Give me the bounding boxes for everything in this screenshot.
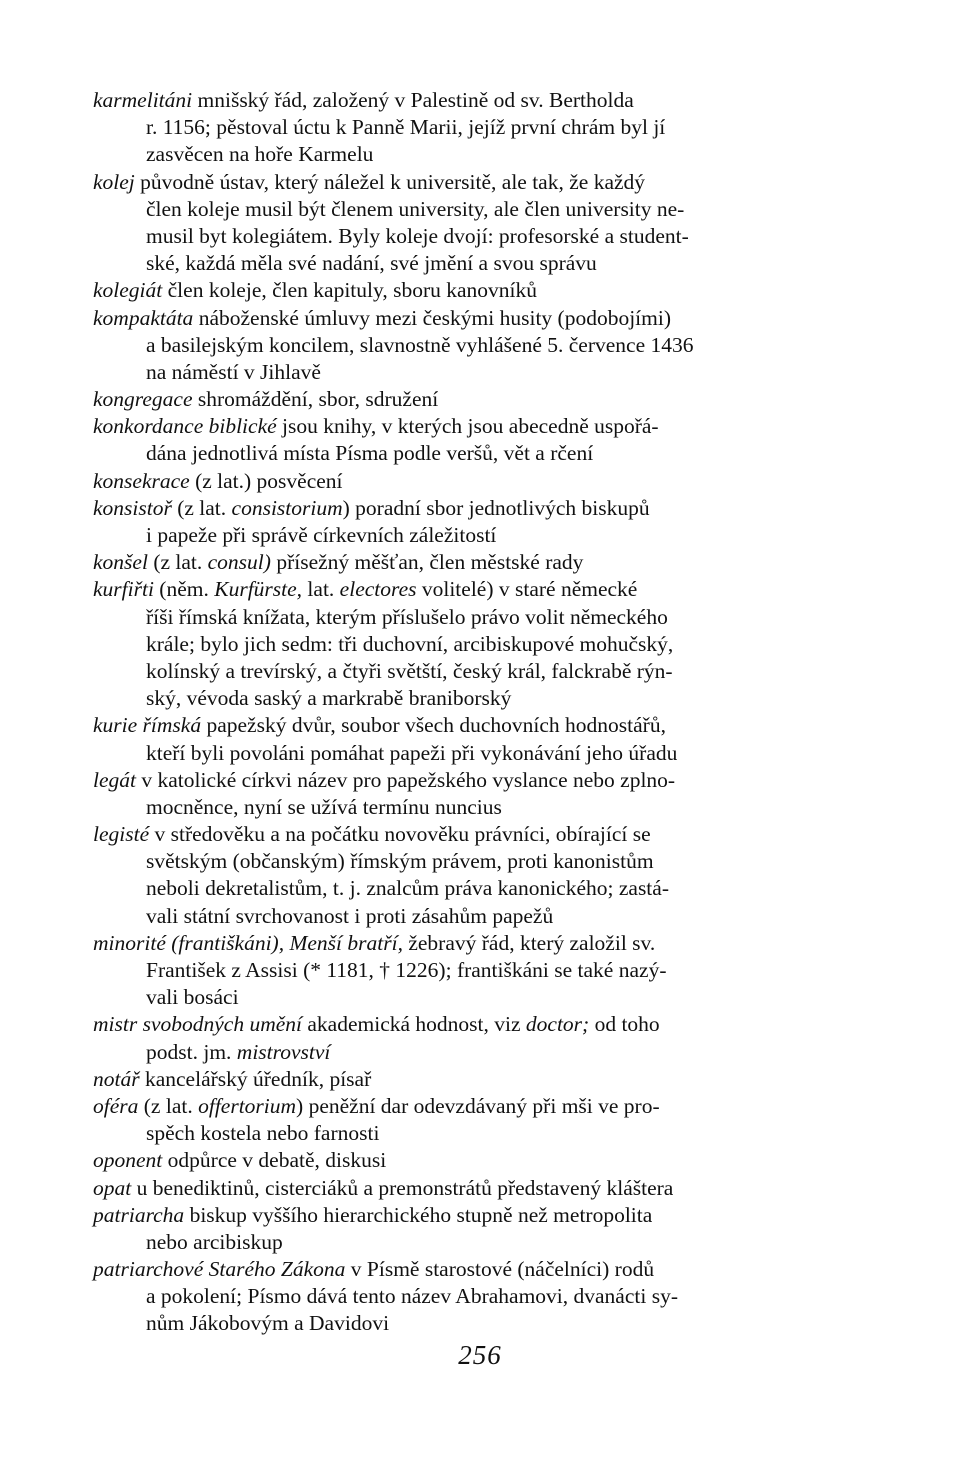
entry-continuation-line (0, 1039, 960, 1066)
glossary-entry (0, 169, 960, 278)
definition-text: i papeže při správě církevních záležitostí (146, 523, 497, 547)
glossary-entry (0, 1011, 960, 1065)
entry-first-line (0, 87, 960, 114)
entry-first-line (0, 1202, 960, 1229)
entry-first-line (0, 169, 960, 196)
entry-term: oponent (93, 1148, 163, 1173)
entry-term: minorité (františkáni), Menší bratří, (93, 930, 403, 955)
definition-text: shromáždění, sbor, sdružení (192, 387, 439, 412)
definition-text: na náměstí v Jihlavě (146, 359, 321, 384)
entry-term: karmelitáni (93, 88, 193, 112)
definition-text: kolínský a trevírský, a čtyři světští, český král, falckrabě rýn- (146, 658, 673, 683)
definition-text: krále; bylo jich sedm: tři duchovní, arcibiskupové mohučský, (146, 631, 674, 656)
entry-term: kompaktáta (93, 305, 194, 330)
definition-text: (z lat. (171, 495, 232, 520)
entry-continuation-line (0, 848, 960, 875)
entry-continuation-line (0, 440, 960, 467)
definition-text: člen koleje musil být členem university, ale člen university ne- (146, 196, 685, 221)
entry-first-line (0, 1011, 960, 1038)
entry-first-line (0, 305, 960, 332)
definition-text: (z lat. (138, 1093, 199, 1118)
definition-text: původně ústav, který náležel k universitě, ale tak, že každý (134, 169, 646, 194)
definition-text: neboli dekretalistům, t. j. znalcům práva kanonického; zastá- (146, 876, 669, 901)
glossary-entry (0, 495, 960, 549)
definition-text: papežský dvůr, soubor všech duchovních hodnostářů, (201, 713, 666, 738)
entry-continuation-line (0, 223, 960, 250)
entry-continuation-line (0, 631, 960, 658)
definition-text: kancelářský úředník, písař (139, 1066, 372, 1091)
entry-first-line (0, 1147, 960, 1174)
entry-first-line (0, 767, 960, 794)
definition-text: mocněnce, nyní se užívá termínu nuncius (146, 794, 502, 819)
entry-term: konsekrace (93, 468, 190, 493)
entry-first-line (0, 576, 960, 603)
entry-continuation-line (0, 1283, 960, 1310)
entry-continuation-line (0, 794, 960, 821)
glossary-entry (0, 413, 960, 467)
definition-text: akademická hodnost, viz (302, 1012, 526, 1037)
entry-term: opat (93, 1175, 132, 1200)
definition-text: volitelé) v staré německé (416, 577, 638, 602)
entry-continuation-line (0, 522, 960, 549)
glossary-entry (0, 712, 960, 766)
glossary-entry (0, 468, 960, 495)
entry-first-line (0, 712, 960, 739)
entry-term: kongregace (93, 387, 193, 412)
entry-first-line (0, 277, 960, 304)
entry-first-line (0, 413, 960, 440)
definition-text: náboženské úmluvy mezi českými husity (podobojími) (193, 305, 672, 330)
entry-term: oféra (93, 1093, 139, 1118)
definition-text: a pokolení; Písmo dává tento název Abrahamovi, dvanácti sy- (146, 1284, 678, 1309)
italic-text: electores (339, 577, 417, 602)
definition-text: nům Jákobovým a Davidovi (146, 1311, 390, 1336)
entry-first-line (0, 1175, 960, 1202)
glossary-entry (0, 821, 960, 930)
entry-term: patriarchové Starého Zákona (93, 1257, 346, 1282)
italic-text: consistorium (231, 495, 343, 520)
definition-text: žebravý řád, který založil sv. (402, 930, 656, 955)
entry-continuation-line (0, 957, 960, 984)
glossary-entry (0, 549, 960, 576)
definition-text: (něm. (153, 577, 215, 602)
entry-term: kolej (93, 169, 135, 194)
entry-first-line (0, 386, 960, 413)
definition-text: r. 1156; pěstoval úctu k Panně Marii, jejíž první chrám byl jí (146, 115, 666, 140)
italic-text: mistrovství (236, 1039, 331, 1064)
entry-term: mistr svobodných umění (93, 1012, 302, 1037)
entry-term: notář (93, 1066, 140, 1091)
definition-text: nebo arcibiskup (146, 1229, 283, 1254)
definition-text: vali bosáci (146, 985, 239, 1010)
italic-text: offertorium (198, 1093, 297, 1118)
entry-first-line (0, 549, 960, 576)
glossary-entry (0, 305, 960, 387)
entry-first-line (0, 1256, 960, 1283)
entry-continuation-line (0, 875, 960, 902)
glossary-entry (0, 1175, 960, 1202)
entry-term: kurie římská (93, 713, 202, 738)
entry-continuation-line (0, 359, 960, 386)
entry-continuation-line (0, 141, 960, 168)
entry-continuation-line (0, 1310, 960, 1337)
entry-continuation-line (0, 658, 960, 685)
definition-text: musil byt kolegiátem. Byly koleje dvojí: profesorské a student- (146, 223, 689, 248)
glossary-entry (0, 1147, 960, 1174)
definition-text: v Písmě starostové (náčelníci) rodů (345, 1257, 655, 1282)
entry-term: legisté (93, 822, 150, 847)
definition-text: lat. (302, 577, 340, 602)
definition-text: přísežný měšťan, člen městské rady (270, 550, 584, 575)
entry-continuation-line (0, 250, 960, 277)
glossary-entry (0, 386, 960, 413)
entry-continuation-line (0, 114, 960, 141)
glossary-entry (0, 1066, 960, 1093)
definition-text: František z Assisi (* 1181, † 1226); františkáni se také nazý- (146, 958, 667, 982)
definition-text: říši římská knížata, kterým příslušelo právo volit německého (146, 604, 668, 629)
definition-text: v středověku a na počátku novověku právníci, obírající se (149, 822, 651, 847)
entry-continuation-line (0, 1120, 960, 1147)
definition-text: kteří byli povoláni pomáhat papeži při vykonávání jeho úřadu (146, 740, 678, 765)
definition-text: (z lat.) posvěcení (189, 468, 343, 493)
definition-text: ský, vévoda saský a markrabě braniborský (146, 686, 512, 711)
definition-text: ) poradní sbor jednotlivých biskupů (342, 495, 650, 520)
definition-text: ské, každá měla své nadání, své jmění a svou správu (146, 251, 597, 276)
definition-text: dána jednotlivá místa Písma podle veršů, vět a rčení (146, 441, 594, 466)
definition-text: světským (občanským) římským právem, proti kanonistům (146, 849, 654, 874)
entry-term: legát (93, 767, 136, 792)
italic-text: consul) (207, 550, 271, 575)
entry-first-line (0, 821, 960, 848)
entry-continuation-line (0, 903, 960, 930)
glossary-entry (0, 277, 960, 304)
glossary-entry (0, 1093, 960, 1147)
entry-first-line (0, 468, 960, 495)
page-number: 256 (458, 1340, 502, 1370)
glossary-entry (0, 930, 960, 1012)
entry-term: konkordance biblické (93, 414, 277, 439)
entry-continuation-line (0, 1229, 960, 1256)
entry-continuation-line (0, 740, 960, 767)
glossary-entry (0, 576, 960, 712)
definition-text: podst. jm. (146, 1039, 237, 1064)
definition-text: (z lat. (147, 550, 208, 575)
entry-continuation-line (0, 196, 960, 223)
glossary-entry (0, 767, 960, 821)
entry-term: patriarcha (93, 1202, 185, 1227)
italic-text: Kurfürste, (214, 577, 303, 602)
glossary-entry (0, 87, 960, 169)
definition-text: zasvěcen na hoře Karmelu (146, 142, 374, 167)
entry-term: konšel (93, 550, 148, 575)
definition-text: odpůrce v debatě, diskusi (162, 1148, 387, 1173)
definition-text: vali státní svrchovanost i proti zásahům papežů (146, 903, 554, 928)
definition-text: člen koleje, člen kapituly, sboru kanovníků (162, 278, 538, 303)
definition-text: v katolické církvi název pro papežského vyslance nebo zplno- (136, 767, 676, 792)
entry-term: kolegiát (93, 278, 163, 303)
definition-text: od toho (589, 1012, 660, 1037)
entry-continuation-line (0, 984, 960, 1011)
definition-text: jsou knihy, v kterých jsou abecedně uspořá- (276, 414, 659, 439)
glossary-entry (0, 1202, 960, 1256)
entry-continuation-line (0, 604, 960, 631)
definition-text: spěch kostela nebo farnosti (146, 1121, 380, 1146)
definition-text: biskup vyššího hierarchického stupně než metropolita (184, 1202, 653, 1227)
entry-term: konsistoř (93, 495, 172, 520)
entry-continuation-line (0, 332, 960, 359)
definition-text: ) peněžní dar odevzdávaný při mši ve pro- (296, 1093, 660, 1118)
definition-text: a basilejským koncilem, slavnostně vyhlášené 5. července 1436 (146, 332, 694, 357)
entry-term: kurfiřti (93, 577, 154, 602)
entry-first-line (0, 1093, 960, 1120)
definition-text: u benediktinů, cisterciáků a premonstrátů představený kláštera (131, 1175, 674, 1200)
glossary-entries (0, 87, 960, 1338)
definition-text: mnišský řád, založený v Palestině od sv. Bertholda (192, 88, 634, 112)
entry-first-line (0, 1066, 960, 1093)
glossary-entry (0, 1256, 960, 1338)
entry-continuation-line (0, 685, 960, 712)
entry-first-line (0, 930, 960, 957)
italic-text: doctor; (525, 1012, 590, 1037)
entry-first-line (0, 495, 960, 522)
